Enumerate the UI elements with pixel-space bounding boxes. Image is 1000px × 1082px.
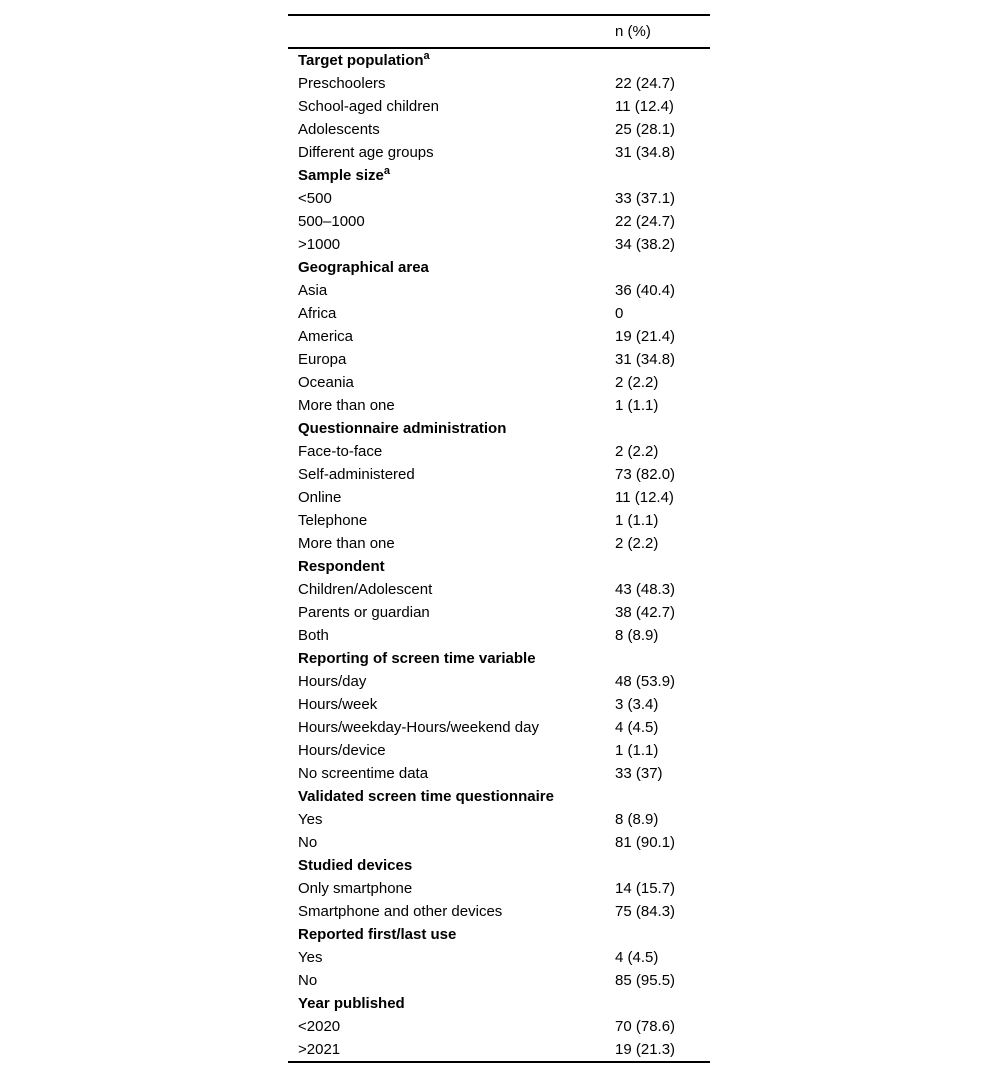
row-label: Online xyxy=(298,489,342,506)
table-row xyxy=(288,394,710,417)
table-row xyxy=(288,831,710,854)
section-header-row xyxy=(288,49,710,72)
row-label: Parents or guardian xyxy=(298,604,430,621)
row-value: 8 (8.9) xyxy=(615,811,659,828)
row-label: Asia xyxy=(298,282,328,299)
row-value: 48 (53.9) xyxy=(615,673,676,690)
row-value: 11 (12.4) xyxy=(615,98,674,115)
row-value: 4 (4.5) xyxy=(615,719,659,736)
row-label: Both xyxy=(298,627,329,644)
table-row xyxy=(288,624,710,647)
row-label: Europa xyxy=(298,351,347,368)
row-value: 2 (2.2) xyxy=(615,535,659,552)
table-row xyxy=(288,1015,710,1038)
row-label: Smartphone and other devices xyxy=(298,903,503,920)
row-value: 81 (90.1) xyxy=(615,834,676,851)
table-row xyxy=(288,440,710,463)
section-header-row xyxy=(288,923,710,946)
row-value: 43 (48.3) xyxy=(615,581,676,598)
row-value: 2 (2.2) xyxy=(615,374,659,391)
table-row xyxy=(288,302,710,325)
row-label: >1000 xyxy=(298,236,341,253)
table-row xyxy=(288,210,710,233)
table-row xyxy=(288,693,710,716)
row-value: 4 (4.5) xyxy=(615,949,659,966)
table-row xyxy=(288,1038,710,1061)
table-bottom-rule xyxy=(288,1061,710,1063)
row-label: Hours/weekday-Hours/weekend day xyxy=(298,719,539,736)
table-row xyxy=(288,762,710,785)
row-value: 1 (1.1) xyxy=(615,512,659,529)
table-row xyxy=(288,969,710,992)
row-label: Only smartphone xyxy=(298,880,413,897)
section-header-row xyxy=(288,555,710,578)
row-value: 31 (34.8) xyxy=(615,144,676,161)
row-label: School-aged children xyxy=(298,98,439,115)
section-header-row xyxy=(288,164,710,187)
table-row xyxy=(288,601,710,624)
section-header-row xyxy=(288,854,710,877)
study-characteristics-table xyxy=(288,14,710,1063)
row-value: 75 (84.3) xyxy=(615,903,676,920)
section-header-row xyxy=(288,256,710,279)
table-row xyxy=(288,578,710,601)
row-label: No xyxy=(298,972,318,989)
row-label: Oceania xyxy=(298,374,354,391)
table-row xyxy=(288,509,710,532)
row-label: 500–1000 xyxy=(298,213,365,230)
section-header-row xyxy=(288,417,710,440)
row-label: Children/Adolescent xyxy=(298,581,433,598)
row-label: More than one xyxy=(298,397,395,414)
table-body xyxy=(288,49,710,1061)
row-label: Reported first/last use xyxy=(298,926,457,943)
row-value: 22 (24.7) xyxy=(615,213,676,230)
row-value: 11 (12.4) xyxy=(615,489,674,506)
row-label: Validated screen time questionnaire xyxy=(298,788,554,805)
row-label: >2021 xyxy=(298,1041,341,1058)
row-label: Adolescents xyxy=(298,121,380,138)
row-label: Questionnaire administration xyxy=(298,420,507,437)
row-label: Yes xyxy=(298,811,323,828)
footnote-marker: a xyxy=(383,165,391,177)
table-row xyxy=(288,233,710,256)
row-value: 73 (82.0) xyxy=(615,466,676,483)
row-value: 33 (37) xyxy=(615,765,663,782)
row-label: Reporting of screen time variable xyxy=(298,650,536,667)
table-row xyxy=(288,348,710,371)
table-row xyxy=(288,279,710,302)
table-row xyxy=(288,95,710,118)
table-row xyxy=(288,72,710,95)
row-label: <2020 xyxy=(298,1018,341,1035)
row-value: 36 (40.4) xyxy=(615,282,676,299)
table-row xyxy=(288,808,710,831)
table-row xyxy=(288,670,710,693)
row-value: 1 (1.1) xyxy=(615,742,659,759)
table-row xyxy=(288,118,710,141)
row-value: 31 (34.8) xyxy=(615,351,676,368)
row-value: 14 (15.7) xyxy=(615,880,676,897)
row-value: 33 (37.1) xyxy=(615,190,676,207)
row-label: More than one xyxy=(298,535,395,552)
table-row xyxy=(288,946,710,969)
row-value: 0 xyxy=(615,305,624,322)
row-label: Sample size$^a$ xyxy=(298,165,391,184)
row-label: Respondent xyxy=(298,558,385,575)
section-header-row xyxy=(288,992,710,1015)
row-label: Target population$^a$ xyxy=(298,50,430,69)
row-label: Geographical area xyxy=(298,259,429,276)
row-value: 1 (1.1) xyxy=(615,397,659,414)
row-value: 70 (78.6) xyxy=(615,1018,676,1035)
row-value: 34 (38.2) xyxy=(615,236,676,253)
table-header-row xyxy=(288,16,710,47)
row-label: America xyxy=(298,328,354,345)
row-label: Telephone xyxy=(298,512,368,529)
column-header-n-percent: n (%) xyxy=(615,23,651,40)
row-label: Different age groups xyxy=(298,144,434,161)
section-header-row xyxy=(288,785,710,808)
row-label: No screentime data xyxy=(298,765,429,782)
row-value: 2 (2.2) xyxy=(615,443,659,460)
table-row xyxy=(288,141,710,164)
row-label: Preschoolers xyxy=(298,75,386,92)
row-value: 19 (21.3) xyxy=(615,1041,676,1058)
table-row xyxy=(288,532,710,555)
table-row xyxy=(288,325,710,348)
table-row xyxy=(288,877,710,900)
row-label: <500 xyxy=(298,190,332,207)
row-value: 25 (28.1) xyxy=(615,121,676,138)
table-row xyxy=(288,486,710,509)
row-value: 19 (21.4) xyxy=(615,328,676,345)
section-header-row xyxy=(288,647,710,670)
row-label: Self-administered xyxy=(298,466,415,483)
row-label: Face-to-face xyxy=(298,443,383,460)
row-label: Africa xyxy=(298,305,337,322)
row-value: 3 (3.4) xyxy=(615,696,659,713)
row-value: 85 (95.5) xyxy=(615,972,676,989)
table-row xyxy=(288,739,710,762)
row-label: Studied devices xyxy=(298,857,413,874)
table-row xyxy=(288,900,710,923)
row-value: 8 (8.9) xyxy=(615,627,659,644)
row-label: Yes xyxy=(298,949,323,966)
row-label: Hours/day xyxy=(298,673,367,690)
table-row xyxy=(288,371,710,394)
table-row xyxy=(288,716,710,739)
table-row xyxy=(288,463,710,486)
row-label: Year published xyxy=(298,995,405,1012)
table-row xyxy=(288,187,710,210)
footnote-marker: a xyxy=(423,50,430,62)
row-label: Hours/week xyxy=(298,696,378,713)
row-value: 38 (42.7) xyxy=(615,604,676,621)
row-label: No xyxy=(298,834,318,851)
row-value: 22 (24.7) xyxy=(615,75,676,92)
row-label: Hours/device xyxy=(298,742,386,759)
